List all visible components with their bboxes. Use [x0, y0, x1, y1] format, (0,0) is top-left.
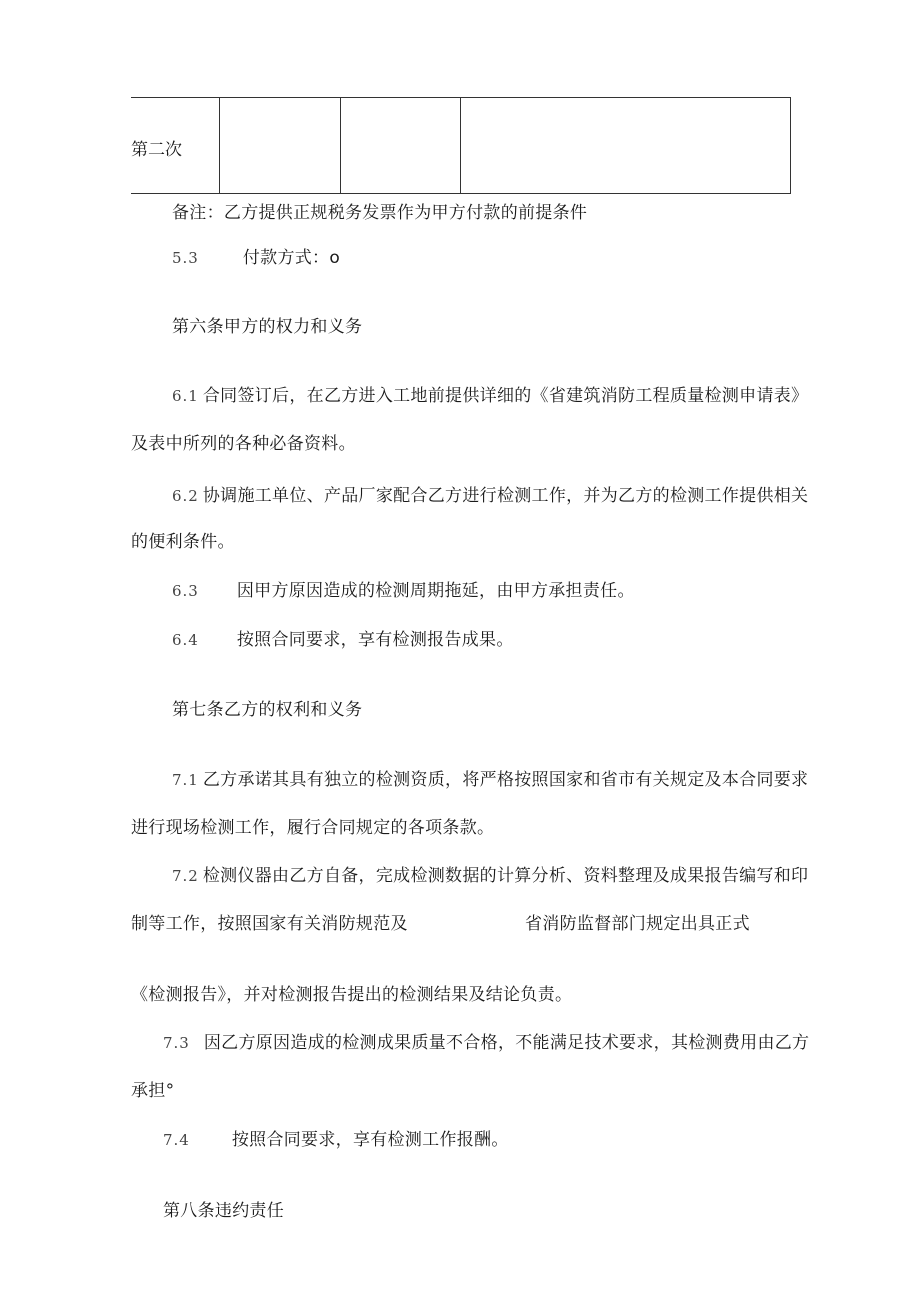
clause-number: 7.2: [172, 867, 199, 885]
clause-number: 6.3: [172, 582, 199, 600]
clause-text: 付款方式：o: [242, 248, 341, 268]
clause-number: 7.1: [172, 771, 199, 789]
clause-7-2-continued: 制等工作，按照国家有关消防规范及: [131, 914, 408, 934]
clause-number: 7.4: [163, 1131, 190, 1149]
clause-7-2-continued-right: 省消防监督部门规定出具正式: [525, 914, 750, 934]
article-8-title: 第八条违约责任: [163, 1201, 285, 1221]
clause-text: 因乙方原因造成的检测成果质量不合格，不能满足技术要求，其检测费用由乙方: [203, 1033, 810, 1053]
clause-number: 6.1: [172, 387, 199, 405]
table-top-border: [131, 97, 791, 98]
clause-7-2: [172, 864, 808, 888]
clause-number: 7.3: [163, 1034, 190, 1052]
clause-text: 合同签订后，在乙方进入工地前提供详细的《省建筑消防工程质量检测申请表》: [202, 386, 809, 406]
clause-text: 协调施工单位、产品厂家配合乙方进行检测工作，并为乙方的检测工作提供相关: [202, 486, 809, 506]
clause-6-2-continued: 的便利条件。: [131, 532, 235, 552]
clause-text: 因甲方原因造成的检测周期拖延，由甲方承担责任。: [236, 581, 635, 601]
clause-7-3-continued: 承担°: [131, 1081, 175, 1101]
article-7-title: 第七条乙方的权利和义务: [172, 700, 363, 720]
table-row-label: 第二次: [131, 140, 182, 160]
clause-6-3: [172, 579, 635, 603]
clause-text: 按照合同要求，享有检测报告成果。: [236, 630, 514, 650]
article-6-title: 第六条甲方的权力和义务: [172, 317, 363, 337]
payment-table: [131, 97, 791, 194]
clause-6-4: [172, 628, 514, 652]
clause-text: 按照合同要求，享有检测工作报酬。: [231, 1130, 509, 1150]
table-column-divider: [460, 97, 461, 194]
table-column-divider: [219, 97, 220, 194]
clause-7-2-continued-2: 《检测报告》，并对检测报告提出的检测结果及结论负责。: [131, 985, 573, 1005]
clause-number: 6.2: [172, 487, 199, 505]
clause-text: 乙方承诺其具有独立的检测资质，将严格按照国家和省市有关规定及本合同要求: [202, 770, 809, 790]
clause-6-1-continued: 及表中所列的各种必备资料。: [131, 434, 356, 454]
clause-text: 检测仪器由乙方自备，完成检测数据的计算分析、资料整理及成果报告编写和印: [202, 866, 809, 886]
table-column-divider: [340, 97, 341, 194]
clause-7-1: [172, 768, 808, 792]
clause-number: 5.3: [172, 249, 199, 267]
clause-7-1-continued: 进行现场检测工作，履行合同规定的各项条款。: [131, 818, 495, 838]
clause-6-2: [172, 484, 808, 508]
table-right-border: [790, 97, 791, 194]
clause-number: 6.4: [172, 631, 199, 649]
clause-7-3: [163, 1031, 809, 1055]
clause-5-3: [172, 246, 340, 270]
remark-note: 备注：乙方提供正规税务发票作为甲方付款的前提条件: [172, 203, 588, 223]
clause-6-1: [172, 384, 808, 408]
table-bottom-border: [131, 193, 791, 194]
clause-7-4: [163, 1128, 509, 1152]
